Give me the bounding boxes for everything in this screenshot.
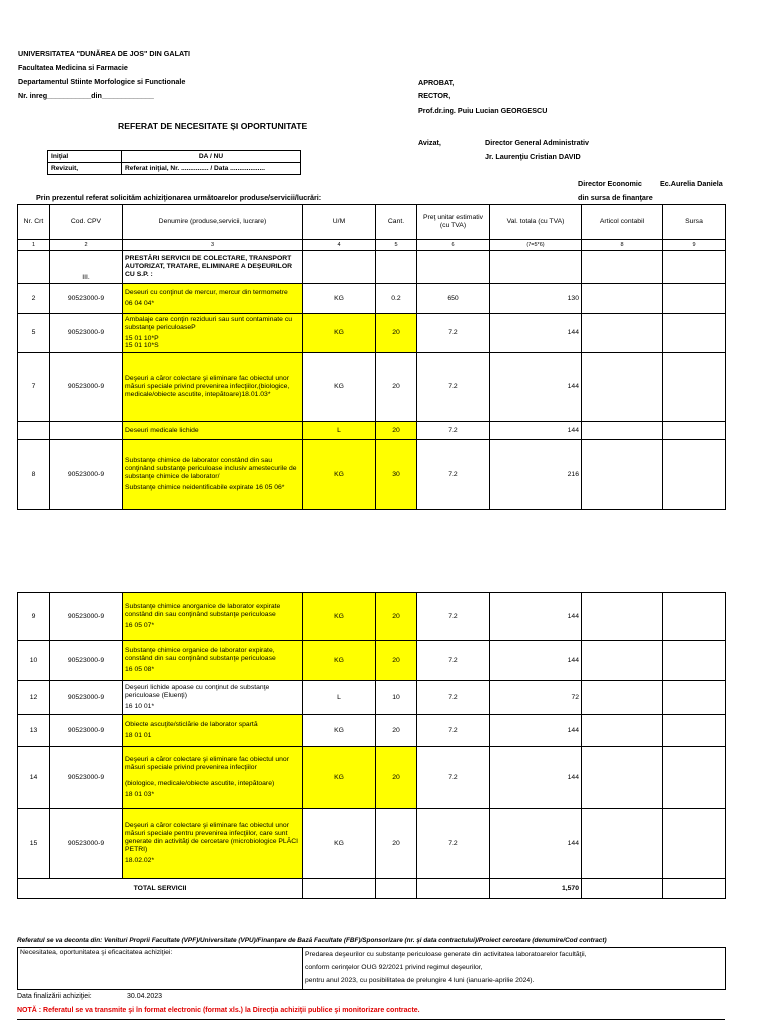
cpv-code: 90523000-9 bbox=[50, 440, 123, 510]
necessity-label: Necesitatea, oportunitatea şi eficacitatea achiziţiei: bbox=[18, 948, 303, 990]
col-number: 3 bbox=[123, 240, 303, 251]
table-row bbox=[18, 809, 726, 879]
row-number: 14 bbox=[18, 747, 50, 809]
unit-of-measure: KG bbox=[303, 353, 376, 422]
table-row bbox=[18, 715, 726, 747]
item-description-cell bbox=[123, 314, 303, 353]
intro-text: Prin prezentul referat solicităm achiziţionarea următoarelor produse/servicii/lucrări: bbox=[36, 193, 322, 202]
unit-price: 7.2 bbox=[417, 681, 490, 715]
row-number: 5 bbox=[18, 314, 50, 353]
unit-of-measure: KG bbox=[303, 593, 376, 641]
row-number: 13 bbox=[18, 715, 50, 747]
items-table-page-1 bbox=[17, 204, 726, 510]
item-description: Deseuri cu conţinut de mercur, mercur din termometre bbox=[125, 289, 288, 297]
unit-price: 7.2 bbox=[417, 353, 490, 422]
section-number: III. bbox=[50, 251, 123, 284]
waste-code: 16 05 07* bbox=[125, 621, 155, 629]
funding-source-label: din sursa de finanţare bbox=[578, 193, 653, 202]
initial-label: Iniţial bbox=[48, 151, 122, 163]
item-description: Substanţe chimice anorganice de laborator expirate constând din sau conţinând substanţe periculoase bbox=[125, 603, 281, 619]
col-header: Preţ unitar estimativ (cu TVA) bbox=[417, 205, 490, 240]
dga-title: Director General Administrativ bbox=[485, 138, 589, 147]
unit-of-measure: L bbox=[303, 681, 376, 715]
table-row bbox=[18, 641, 726, 681]
necessity-line: Predarea deşeurilor cu substanţe periculoase generate din activitatea laboratoarelor facultăţii, bbox=[305, 951, 587, 958]
accounting-article bbox=[582, 353, 663, 422]
item-description: Deşeuri lichide apoase cu conţinut de substanţe periculoase (Eluenţi) bbox=[125, 684, 270, 700]
funding-source bbox=[663, 809, 726, 879]
cpv-code: 90523000-9 bbox=[50, 593, 123, 641]
total-value: 1,570 bbox=[490, 879, 582, 899]
item-description: Substanţe chimice de laborator constând din sau conţinând substanţe periculoase inclusiv amestecurile de substanţe chimice de laborator/ bbox=[125, 457, 297, 480]
accounting-article bbox=[582, 809, 663, 879]
table-row bbox=[18, 422, 726, 440]
table-row bbox=[18, 353, 726, 422]
cpv-code: 90523000-9 bbox=[50, 681, 123, 715]
items-table-page-2 bbox=[17, 592, 726, 899]
table-row bbox=[18, 440, 726, 510]
funding-source bbox=[663, 593, 726, 641]
revised-value: Referat iniţial, Nr. ............... / Data ................... bbox=[122, 163, 301, 175]
total-value: 144 bbox=[490, 809, 582, 879]
document-title: REFERAT DE NECESITATE ȘI OPORTUNITATE bbox=[118, 121, 308, 131]
item-description-cell bbox=[123, 809, 303, 879]
registration-number: Nr. inreg___________din_____________ bbox=[18, 91, 154, 100]
quantity: 20 bbox=[376, 747, 417, 809]
col-number: 2 bbox=[50, 240, 123, 251]
revised-label: Revizuit, bbox=[48, 163, 122, 175]
row-number: 7 bbox=[18, 353, 50, 422]
col-number: 5 bbox=[376, 240, 417, 251]
funding-source bbox=[663, 747, 726, 809]
cpv-code: 90523000-9 bbox=[50, 715, 123, 747]
item-description-cell bbox=[123, 422, 303, 440]
item-description: Deseuri medicale lichide bbox=[125, 426, 199, 434]
waste-code: 18 01 01 bbox=[125, 732, 152, 739]
table-row bbox=[18, 593, 726, 641]
accounting-article bbox=[582, 440, 663, 510]
item-description: Deşeuri a căror colectare şi eliminare fac obiectul unor măsuri speciale privind prevenirea infecţiilor (biologice, medicale/obiecte ascutite, intepătoare) bbox=[125, 756, 289, 787]
waste-code: 16 05 08* bbox=[125, 665, 155, 673]
col-header: Nr. Crt bbox=[18, 205, 50, 240]
accounting-article bbox=[582, 284, 663, 314]
total-value: 144 bbox=[490, 422, 582, 440]
decont-note: Referatul se va deconta din: Venituri Proprii Facultate (VPF)/Universitate (VPU)/Finanţare de Bază Facultate (FBF)/Sponsorizare (nr. şi data contractului)/Proiect cercetare (denumire/Cod contract) bbox=[17, 937, 607, 944]
item-description-cell bbox=[123, 353, 303, 422]
item-description-cell bbox=[123, 440, 303, 510]
total-value: 144 bbox=[490, 353, 582, 422]
funding-source bbox=[663, 715, 726, 747]
waste-code: 18.02.02* bbox=[125, 856, 155, 864]
accounting-article bbox=[582, 314, 663, 353]
accounting-article bbox=[582, 641, 663, 681]
row-number: 9 bbox=[18, 593, 50, 641]
rector-label: RECTOR, bbox=[418, 91, 451, 100]
unit-price: 7.2 bbox=[417, 747, 490, 809]
quantity: 20 bbox=[376, 809, 417, 879]
unit-of-measure: KG bbox=[303, 314, 376, 353]
col-number: 4 bbox=[303, 240, 376, 251]
col-number: 6 bbox=[417, 240, 490, 251]
total-value: 144 bbox=[490, 314, 582, 353]
initial-value: DA / NU bbox=[122, 151, 301, 163]
table-header-row bbox=[18, 205, 726, 240]
faculty-name: Facultatea Medicina si Farmacie bbox=[18, 63, 128, 72]
item-description-cell bbox=[123, 715, 303, 747]
row-number: 8 bbox=[18, 440, 50, 510]
section-title: PRESTĂRI SERVICII DE COLECTARE, TRANSPORT AUTORIZAT, TRATARE, ELIMINARE A DEȘEURILOR CU S.P. : bbox=[123, 251, 303, 284]
total-value: 130 bbox=[490, 284, 582, 314]
quantity: 0.2 bbox=[376, 284, 417, 314]
waste-code: 18 01 03* bbox=[125, 790, 155, 798]
waste-code: 15 01 10*P 15 01 10*S bbox=[125, 334, 159, 350]
unit-price: 7.2 bbox=[417, 715, 490, 747]
university-name: UNIVERSITATEA "DUNĂREA DE JOS" DIN GALATI bbox=[18, 49, 190, 58]
unit-price: 7.2 bbox=[417, 809, 490, 879]
funding-source bbox=[663, 284, 726, 314]
col-header: U/M bbox=[303, 205, 376, 240]
cpv-code bbox=[50, 422, 123, 440]
necessity-line: conform cerinţelor OUG 92/2021 privind regimul deşeurilor, bbox=[305, 963, 483, 971]
item-description: Deşeuri a căror colectare şi eliminare fac obiectul unor măsuri speciale privind prevenirea infecţiilor,(biologice, medicale/obiecte ascutite, intepătoare)18.01.03* bbox=[125, 375, 290, 398]
final-date-label: Data finalizării achiziţiei: bbox=[17, 993, 92, 1000]
col-header: Denumire (produse,servicii, lucrare) bbox=[123, 205, 303, 240]
quantity: 20 bbox=[376, 314, 417, 353]
item-description: Substanţe chimice organice de laborator expirate, constând din sau conţinând substanţe periculoase bbox=[125, 647, 276, 663]
total-label: TOTAL SERVICII bbox=[18, 879, 303, 899]
cpv-code: 90523000-9 bbox=[50, 809, 123, 879]
unit-price: 7.2 bbox=[417, 422, 490, 440]
funding-source bbox=[663, 440, 726, 510]
accounting-article bbox=[582, 422, 663, 440]
cpv-code: 90523000-9 bbox=[50, 641, 123, 681]
row-number: 12 bbox=[18, 681, 50, 715]
total-value: 144 bbox=[490, 715, 582, 747]
quantity: 20 bbox=[376, 422, 417, 440]
accounting-article bbox=[582, 715, 663, 747]
item-description: Deşeuri a căror colectare şi eliminare fac obiectul unor măsuri speciale pentru prevenirea infecţiilor, care sunt generate din activităţi de cercetare (microbiologice PLĂCI PETRI) bbox=[125, 822, 299, 853]
row-number: 2 bbox=[18, 284, 50, 314]
col-number: (7=5*6) bbox=[490, 240, 582, 251]
item-description-cell bbox=[123, 641, 303, 681]
funding-source bbox=[663, 641, 726, 681]
item-description-cell bbox=[123, 593, 303, 641]
unit-price: 7.2 bbox=[417, 641, 490, 681]
unit-of-measure: KG bbox=[303, 809, 376, 879]
unit-of-measure: L bbox=[303, 422, 376, 440]
row-number bbox=[18, 422, 50, 440]
total-value: 144 bbox=[490, 747, 582, 809]
item-description: Ambalaje care conţin reziduuri sau sunt contaminate cu substanţe periculoaseP bbox=[125, 315, 292, 331]
item-description-cell bbox=[123, 681, 303, 715]
initial-revised-table bbox=[47, 150, 301, 175]
accounting-article bbox=[582, 593, 663, 641]
unit-price: 7.2 bbox=[417, 314, 490, 353]
row-number: 15 bbox=[18, 809, 50, 879]
col-header: Sursa bbox=[663, 205, 726, 240]
rector-name: Prof.dr.ing. Puiu Lucian GEORGESCU bbox=[418, 106, 548, 115]
total-value: 72 bbox=[490, 681, 582, 715]
unit-of-measure: KG bbox=[303, 440, 376, 510]
row-number: 10 bbox=[18, 641, 50, 681]
col-header: Cant. bbox=[376, 205, 417, 240]
quantity: 20 bbox=[376, 641, 417, 681]
col-header: Articol contabil bbox=[582, 205, 663, 240]
col-header: Cod. CPV bbox=[50, 205, 123, 240]
col-number: 9 bbox=[663, 240, 726, 251]
unit-of-measure: KG bbox=[303, 284, 376, 314]
director-economic-label: Director Economic bbox=[578, 179, 642, 188]
item-description: Obiecte ascuţite/sticlărie de laborator spartă bbox=[125, 721, 258, 729]
unit-of-measure: KG bbox=[303, 641, 376, 681]
unit-price: 650 bbox=[417, 284, 490, 314]
item-description-cell bbox=[123, 284, 303, 314]
director-economic-name: Ec.Aurelia Daniela bbox=[660, 179, 723, 188]
item-description-cell bbox=[123, 747, 303, 809]
approved-label: APROBAT, bbox=[418, 78, 455, 87]
quantity: 20 bbox=[376, 353, 417, 422]
nota-text: NOTĂ : Referatul se va transmite şi în format electronic (format xls.) la Direcţia achiziţii publice şi monitorizare contracte. bbox=[17, 1007, 420, 1014]
cpv-code: 90523000-9 bbox=[50, 747, 123, 809]
quantity: 20 bbox=[376, 715, 417, 747]
final-date-value: 30.04.2023 bbox=[127, 993, 163, 1000]
total-value: 216 bbox=[490, 440, 582, 510]
total-value: 144 bbox=[490, 641, 582, 681]
dga-name: Jr. Laurenţiu Cristian DAVID bbox=[485, 152, 581, 161]
department-name: Departamentul Stiinte Morfologice si Functionale bbox=[18, 77, 186, 86]
necessity-table bbox=[17, 947, 726, 990]
quantity: 20 bbox=[376, 593, 417, 641]
unit-price: 7.2 bbox=[417, 440, 490, 510]
section-row bbox=[18, 251, 726, 284]
total-value: 144 bbox=[490, 593, 582, 641]
avizat-label: Avizat, bbox=[418, 138, 441, 147]
quantity: 30 bbox=[376, 440, 417, 510]
quantity: 10 bbox=[376, 681, 417, 715]
bottom-table-edge bbox=[17, 1019, 725, 1024]
unit-price: 7.2 bbox=[417, 593, 490, 641]
col-header: Val. totala (cu TVA) bbox=[490, 205, 582, 240]
unit-of-measure: KG bbox=[303, 747, 376, 809]
table-row bbox=[18, 747, 726, 809]
cpv-code: 90523000-9 bbox=[50, 314, 123, 353]
funding-source bbox=[663, 422, 726, 440]
table-row bbox=[18, 284, 726, 314]
accounting-article bbox=[582, 681, 663, 715]
table-row bbox=[18, 314, 726, 353]
waste-code: 16 10 01* bbox=[125, 702, 155, 710]
funding-source bbox=[663, 314, 726, 353]
column-number-row bbox=[18, 240, 726, 251]
total-row bbox=[18, 879, 726, 899]
necessity-line: pentru anul 2023, cu posibilitatea de prelungire 4 luni (ianuarie-aprilie 2024). bbox=[305, 976, 535, 984]
cpv-code: 90523000-9 bbox=[50, 353, 123, 422]
table-row bbox=[18, 681, 726, 715]
col-number: 1 bbox=[18, 240, 50, 251]
funding-source bbox=[663, 353, 726, 422]
col-number: 8 bbox=[582, 240, 663, 251]
waste-code: 06 04 04* bbox=[125, 300, 155, 307]
waste-code: Substanţe chimice neidentificabile expirate 16 05 06* bbox=[125, 483, 285, 491]
unit-of-measure: KG bbox=[303, 715, 376, 747]
accounting-article bbox=[582, 747, 663, 809]
cpv-code: 90523000-9 bbox=[50, 284, 123, 314]
funding-source bbox=[663, 681, 726, 715]
